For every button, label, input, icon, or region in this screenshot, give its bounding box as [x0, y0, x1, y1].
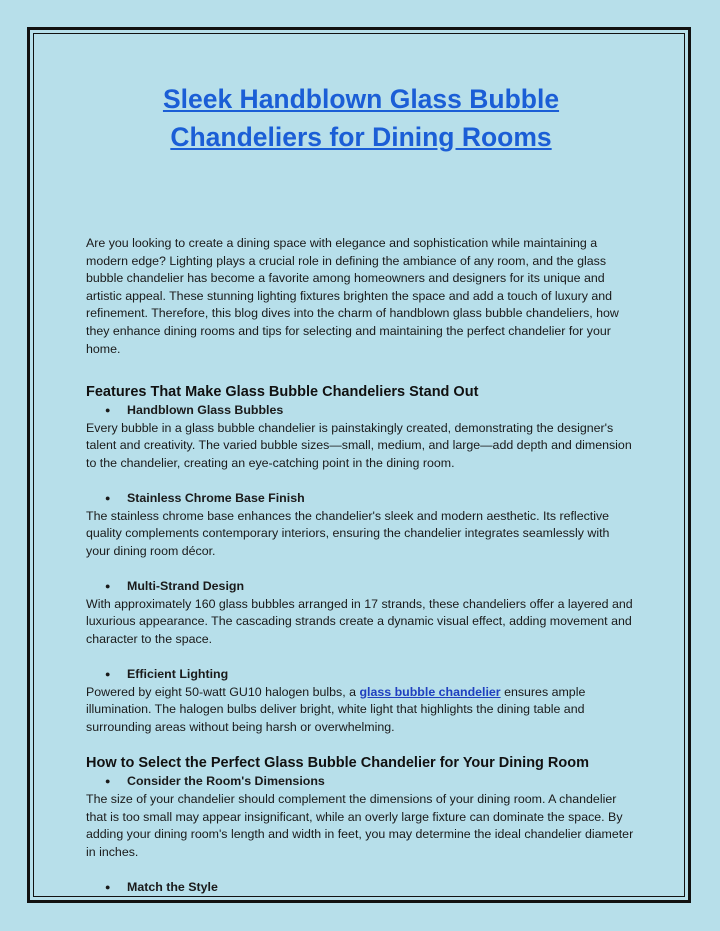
- feature-body: Every bubble in a glass bubble chandelier is painstakingly created, demonstrating the designer's talent and creativity. The varied bubble sizes—small, medium, and large—add depth and dimension to the chandelier, creating an eye-catching point in the dining room.: [86, 420, 632, 470]
- feature-title: ● Efficient Lighting: [86, 666, 636, 684]
- feature-body: With approximately 160 glass bubbles arranged in 17 strands, these chandeliers offer a layered and luxurious appearance. The cascading strands create a dynamic visual effect, adding movement and character to the space.: [86, 596, 633, 646]
- section-heading-features: Features That Make Glass Bubble Chandeliers Stand Out: [86, 384, 479, 401]
- feature-title: ● Multi-Strand Design: [86, 578, 636, 596]
- feature-title: ● Match the Style: [86, 879, 636, 897]
- document-body: [86, 80, 636, 897]
- bullet-icon: ●: [105, 882, 111, 892]
- bullet-icon: ●: [105, 581, 111, 592]
- bullet-icon: ●: [105, 493, 111, 504]
- glass-bubble-chandelier-link[interactable]: glass bubble chandelier: [359, 684, 501, 699]
- feature-title: ● Handblown Glass Bubbles: [86, 402, 636, 420]
- feature-body: The size of your chandelier should complement the dimensions of your dining room. A chandelier that is too small may appear insignificant, while an overly large fixture can dominate the space. By adding your dining room's length and width in feet, you may determine the ideal chandelier diameter in inches.: [86, 792, 634, 859]
- bullet-icon: ●: [105, 405, 111, 416]
- feature-title: ● Stainless Chrome Base Finish: [86, 490, 636, 508]
- feature-body: Powered by eight 50-watt GU10 halogen bulbs, a glass bubble chandelier ensures ample illumination. The halogen bulbs deliver bright, white light that highlights the dining table and surrounding areas without being harsh or overwhelming.: [86, 684, 586, 734]
- intro-paragraph: Are you looking to create a dining space with elegance and sophistication while maintaining a modern edge? Lighting plays a crucial role in defining the ambiance of any room, and the glass bubble chandelier has become a favorite among homeowners and designers for its unique and artistic appeal. These stunning lighting fixtures brighten the space and add a touch of luxury and refinement. Therefore, this blog dives into the charm of handblown glass bubble chandeliers, how they enhance dining rooms and tips for selecting and maintaining the perfect chandelier for your home.: [86, 236, 619, 356]
- bullet-icon: ●: [105, 669, 111, 680]
- feature-body: The stainless chrome base enhances the chandelier's sleek and modern aesthetic. Its reflective quality complements contemporary interiors, ensuring the chandelier integrates seamlessly with your dining room décor.: [86, 508, 610, 558]
- feature-title: ● Consider the Room's Dimensions: [86, 773, 636, 791]
- page-title: Sleek Handblown Glass Bubble Chandeliers for Dining Rooms: [162, 84, 560, 152]
- section-heading-selection: How to Select the Perfect Glass Bubble Chandelier for Your Dining Room: [86, 755, 590, 772]
- bullet-icon: ●: [105, 776, 111, 787]
